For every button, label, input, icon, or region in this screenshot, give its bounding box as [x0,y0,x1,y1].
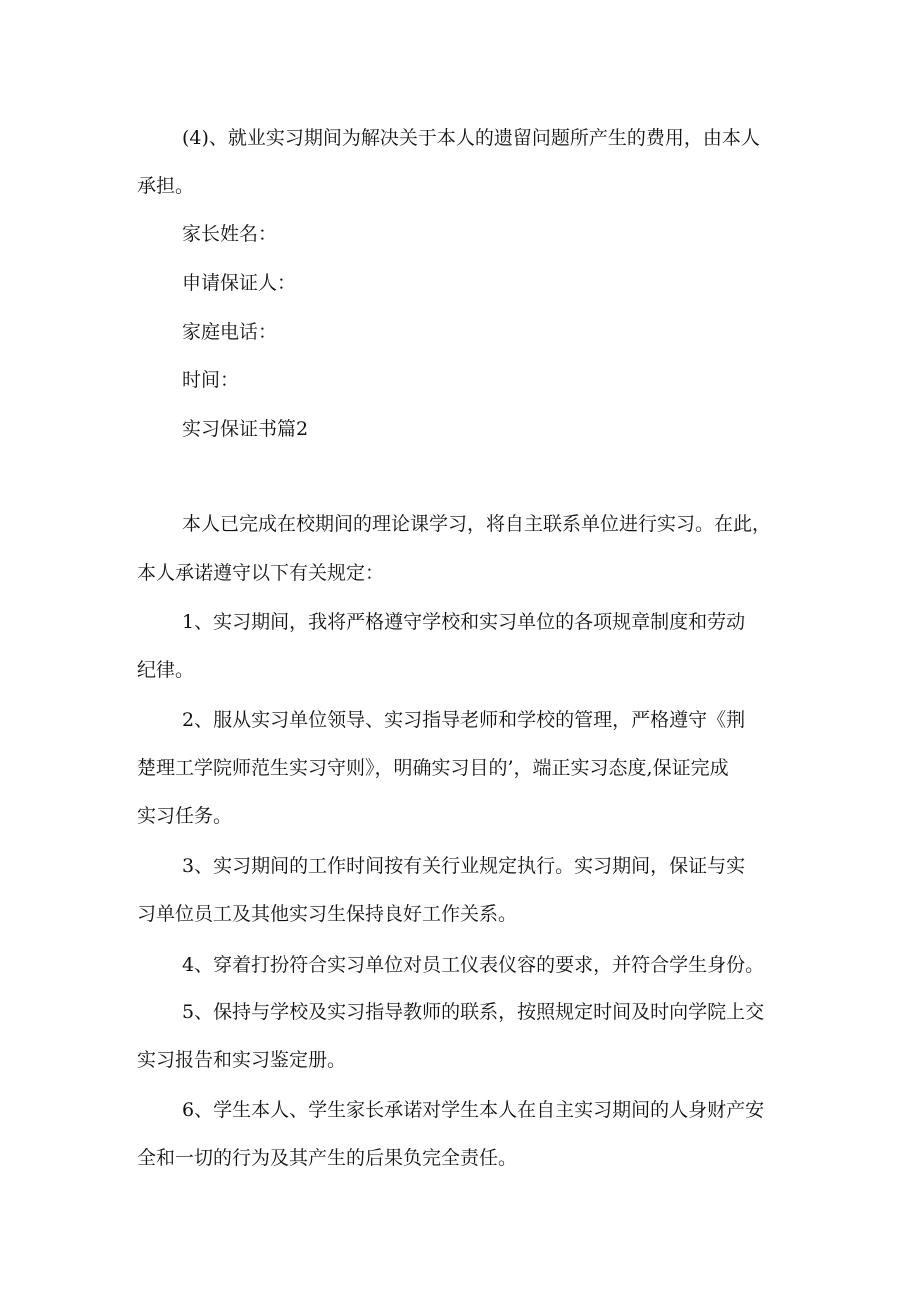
clause-4-line-1: (4)、就业实习期间为解决关于本人的遗留问题所产生的费用，由本人 [182,127,760,149]
item-5-line-2: 实习报告和实习鉴定册。 [137,1049,347,1071]
clause-4-line-2: 承担。 [137,175,195,197]
item-1-line-2: 纪律。 [137,659,195,681]
item-1-line-1: 1、实习期间，我将严格遵守学校和实习单位的各项规章制度和劳动 [182,611,746,633]
item-6-line-1: 6、学生本人、学生家长承诺对学生本人在自主实习期间的人身财产安 [182,1099,765,1121]
item-6-line-2: 全和一切的行为及其产生的后果负完全责任。 [137,1147,518,1169]
home-phone-label: 家庭电话： [182,321,278,343]
parent-name-label: 家长姓名： [182,223,278,245]
section-title: 实习保证书篇2 [182,418,309,440]
item-4-line-1: 4、穿着打扮符合实习单位对员工仪表仪容的要求，并符合学生身份。 [182,954,765,976]
intro-line-2: 本人承诺遵守以下有关规定： [137,562,385,584]
time-label: 时间： [182,369,240,391]
item-2-line-2: 楚理工学院师范生实习守则》，明确实习目的’，端正实习态度,保证完成 [137,757,729,779]
item-3-line-1: 3、实习期间的工作时间按有关行业规定执行。实习期间，保证与实 [182,855,746,877]
item-3-line-2: 习单位员工及其他实习生保持良好工作关系。 [137,903,518,925]
guarantor-label: 申请保证人： [182,272,297,294]
item-2-line-1: 2、服从实习单位领导、实习指导老师和学校的管理，严格遵守《荆 [182,709,746,731]
item-2-line-3: 实习任务。 [137,805,233,827]
item-5-line-1: 5、保持与学校及实习指导教师的联系，按照规定时间及时向学院上交 [182,1001,765,1023]
intro-line-1: 本人已完成在校期间的理论课学习，将自主联系单位进行实习。在此， [182,513,772,535]
